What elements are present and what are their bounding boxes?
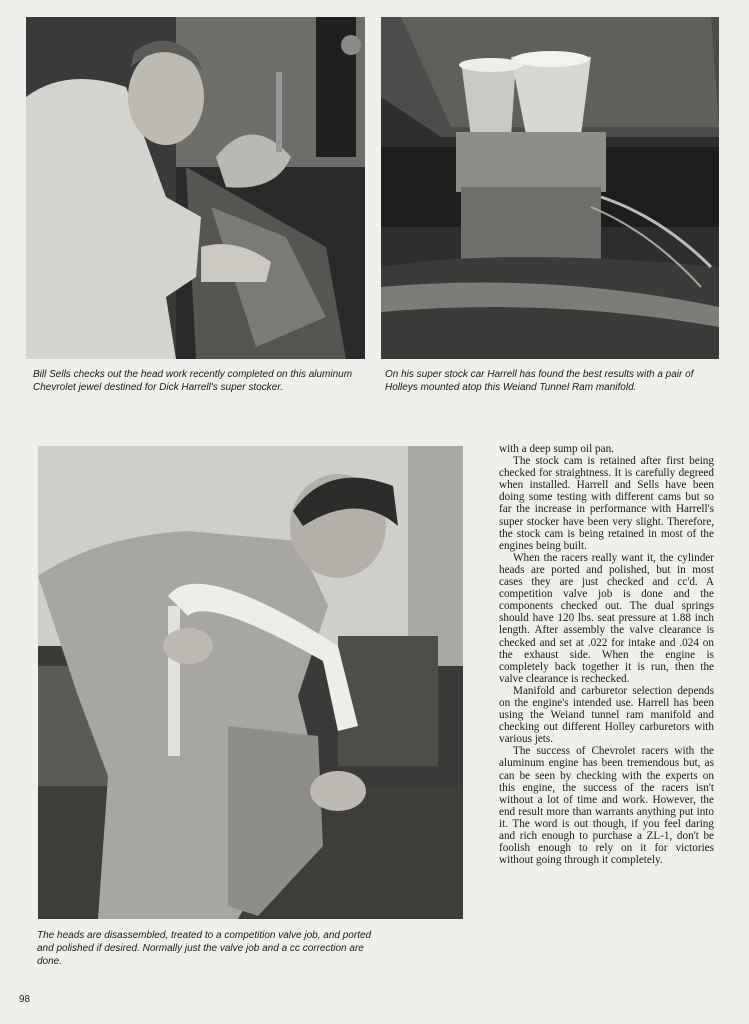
article-paragraph: The success of Chevrolet racers with the aluminum engine has been tremendous but, as can be seen by checking with the experts on this engine, the success of the racers isn't without a lot of time and work. However, the end result more than warrants anything put into it. The word is out though, if you feel daring and rich enough to purchase a ZL-1, don't be foolish enough to rely on it for victories without going through it completely. xyxy=(499,745,714,867)
photo-mechanic-cylinder-head xyxy=(26,17,365,359)
article-paragraph: with a deep sump oil pan. xyxy=(499,443,614,455)
caption-bottom: The heads are disassembled, treated to a competition valve job, and ported and polished if desired. Normally just the valve job and a cc correction are done. xyxy=(37,930,372,967)
article-paragraph: Manifold and carburetor selection depends on the engine's intended use. Harrell has been using the Weiand tunnel ram manifold and checking out different Holley carburetors with various jets. xyxy=(499,684,714,746)
page-number: 98 xyxy=(19,994,31,1005)
valve-job-photo-art xyxy=(38,446,463,919)
engine-photo-art xyxy=(381,17,719,359)
caption-top-left: Bill Sells checks out the head work recently completed on this aluminum Chevrolet jewel destined for Dick Harrell's super stocker. xyxy=(33,369,353,393)
mechanic-photo-art xyxy=(26,17,365,359)
article-paragraph: The stock cam is retained after first being checked for straightness. It is carefully degreed when installed. Harrell and Sells have been doing some testing with different cams but so far the increase in performance with Harrell's super stocker have been very slight. Therefore, the stock cam is being retained in most of the engines being built. xyxy=(499,455,714,552)
caption-top-right: On his super stock car Harrell has found the best results with a pair of Holleys mounted atop this Weiand Tunnel Ram manifold. xyxy=(385,369,694,393)
article-body xyxy=(499,443,714,866)
photo-valve-spring-compressor xyxy=(38,446,463,919)
photo-tunnel-ram-engine xyxy=(381,17,719,359)
article-paragraph: When the racers really want it, the cylinder heads are ported and polished, but in most cases they are just checked and cc'd. A competition valve job is done and the components checked out. The dual springs should have 120 lbs. seat pressure at 1.88 inch length. After assembly the valve clearance is checked and set at .022 for intake and .024 on the exhaust side. When the engine is completely back together it is run, then the valve clearance is rechecked. xyxy=(499,551,714,685)
